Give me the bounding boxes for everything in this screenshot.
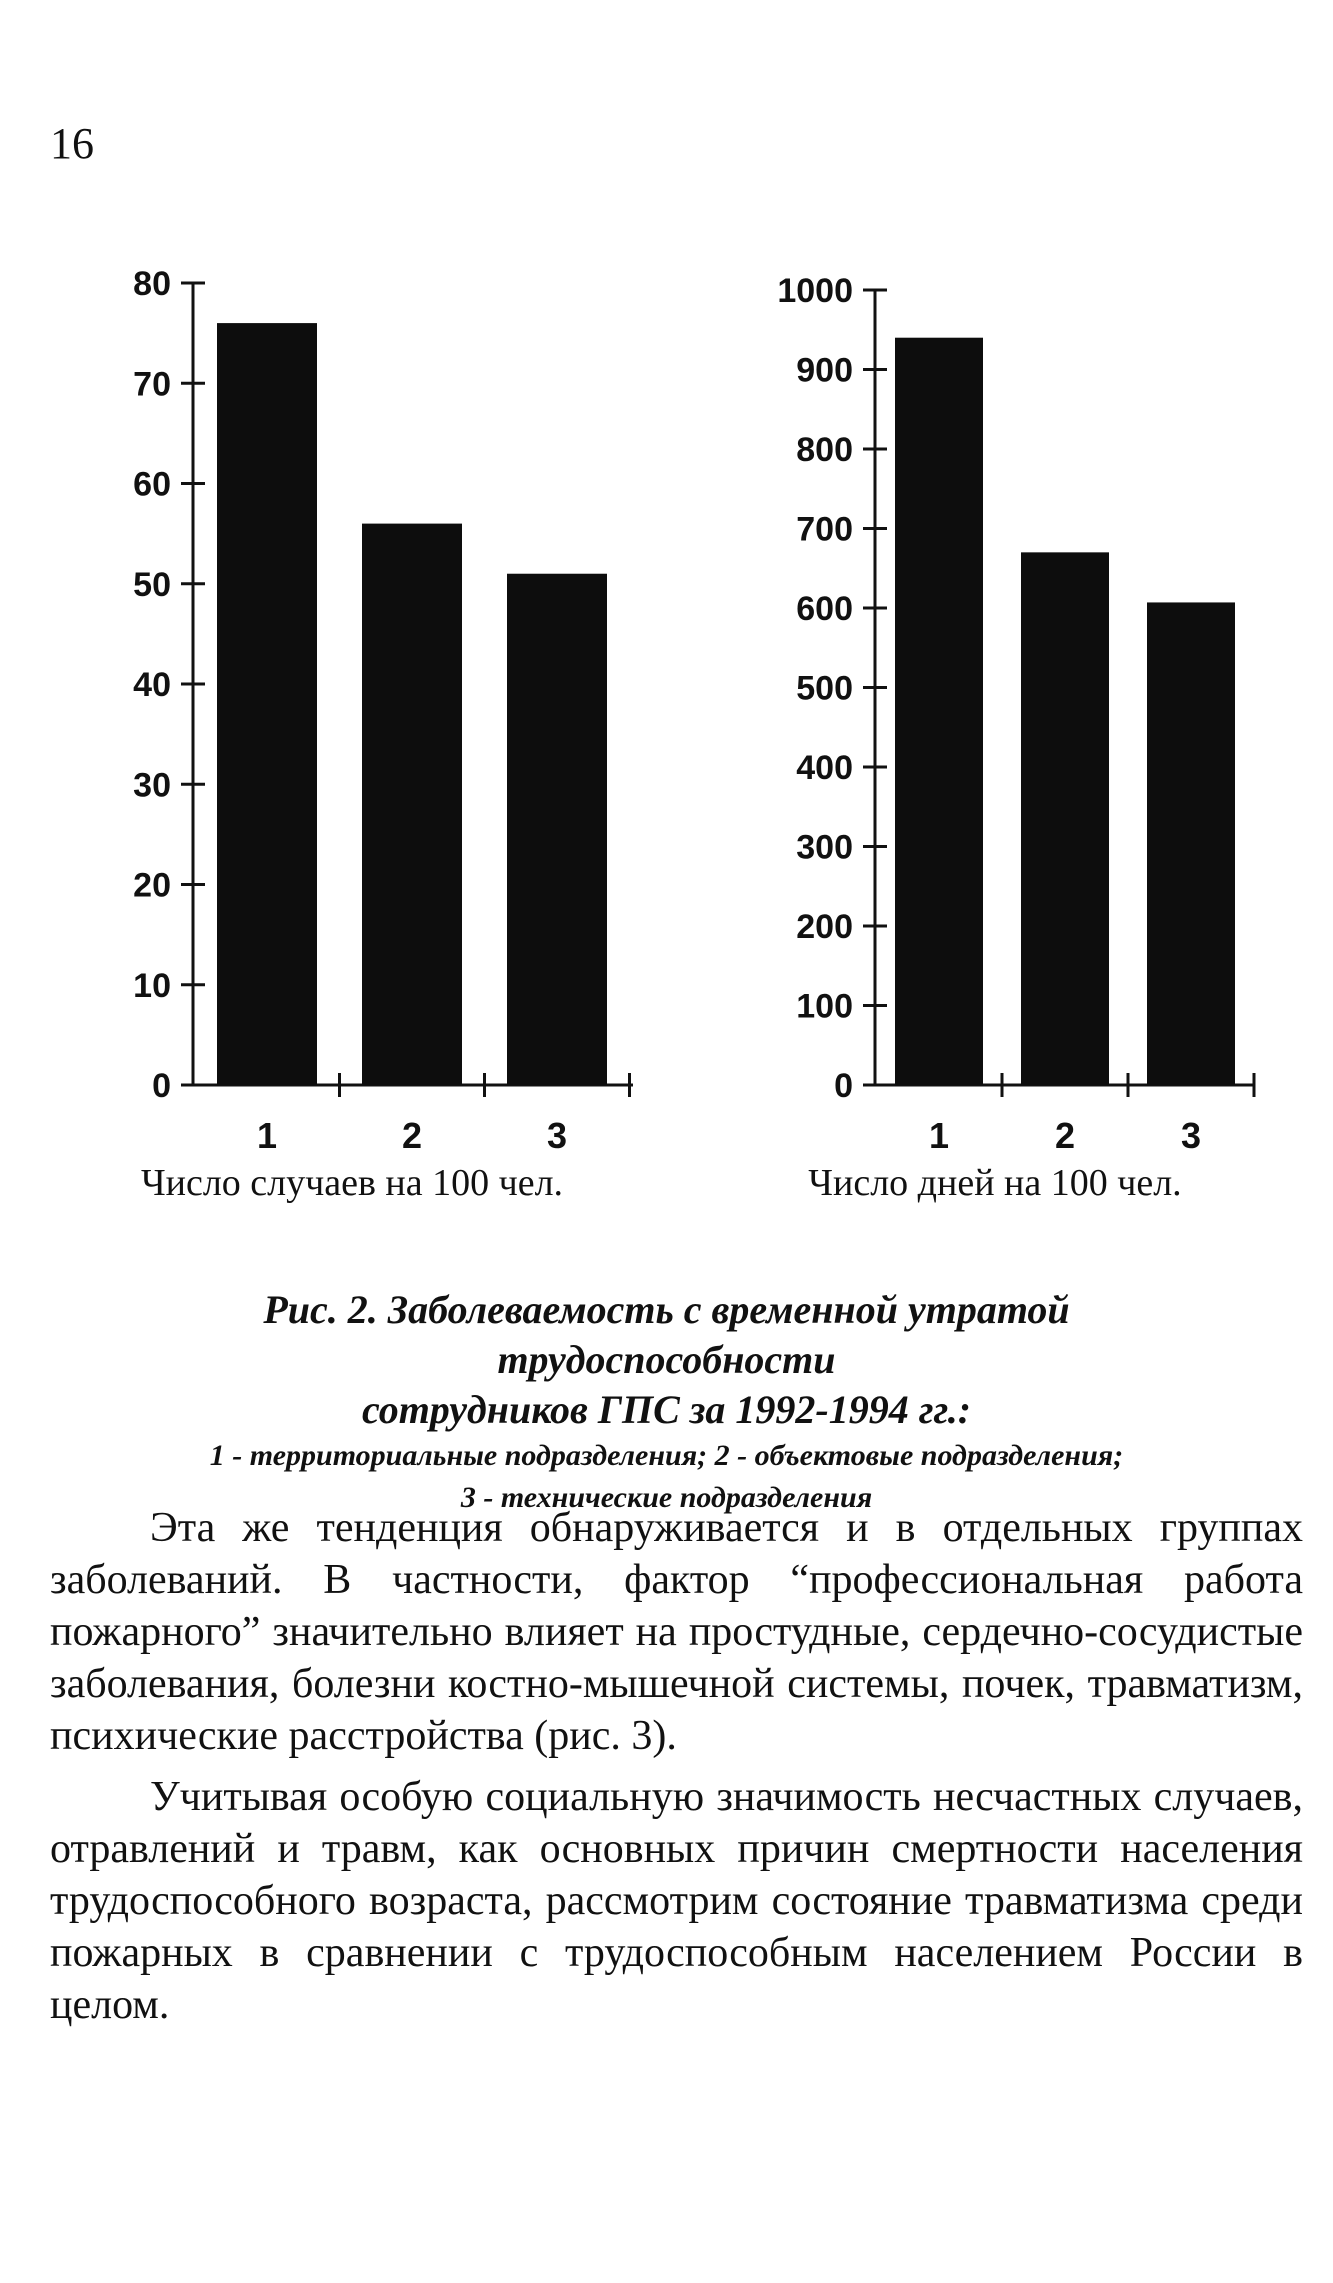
- caption-title-line2: сотрудников ГПС за 1992-1994 гг.:: [361, 1387, 972, 1432]
- y-tick-label: 50: [133, 565, 171, 604]
- x-category-label: 1: [256, 1115, 278, 1156]
- chart-cases-per-100: [133, 265, 633, 1204]
- page-number: 16: [50, 119, 94, 168]
- x-category-label: 3: [546, 1115, 568, 1156]
- y-tick-label: 900: [796, 351, 853, 390]
- bar: [362, 524, 462, 1085]
- caption-title-line1: Рис. 2. Заболеваемость с временной утратой трудоспособности: [263, 1287, 1070, 1382]
- y-tick-label: 30: [133, 766, 171, 805]
- x-category-label: 2: [1054, 1115, 1076, 1156]
- y-tick-label: 60: [133, 465, 171, 504]
- bar: [507, 574, 607, 1085]
- x-category-label: 3: [1180, 1115, 1202, 1156]
- y-tick-label: 600: [796, 590, 853, 628]
- y-tick-label: 800: [796, 431, 853, 469]
- y-tick-label: 500: [796, 669, 853, 708]
- y-tick-label: 100: [796, 987, 853, 1026]
- y-tick-label: 0: [152, 1067, 171, 1105]
- y-tick-label: 70: [133, 365, 171, 404]
- bar: [895, 338, 983, 1085]
- caption-legend-line1: 1 - территориальные подразделения; 2 - объектовые подразделения;: [209, 1439, 1124, 1472]
- bar: [217, 323, 317, 1085]
- paragraph: Учитывая особую социальную значимость несчастных случаев, отравлений и травм, как основных причин смертности населения трудоспособного возраста, рассмотрим состояние травматизма среди пожарных в сравнении с трудоспособным населением России в целом.: [50, 1774, 1303, 2028]
- paragraph: Эта же тенденция обнаруживается и в отдельных группах заболеваний. В частности, фактор “профессиональная работа пожарного” значительно влияет на простудные, сердечно-сосудистые заболевания, болезни костно-мышечной системы, почек, травматизм, психические расстройства (рис. 3).: [50, 1505, 1303, 1759]
- y-tick-label: 1000: [777, 272, 853, 310]
- y-tick-label: 40: [133, 666, 171, 704]
- body-text: [50, 1502, 1303, 2040]
- x-category-label: 1: [928, 1115, 950, 1156]
- x-category-label: 2: [401, 1115, 423, 1156]
- y-tick-label: 20: [133, 866, 171, 905]
- y-tick-label: 0: [834, 1067, 853, 1105]
- caption-legend-line2: 3 - технические подразделения: [460, 1481, 873, 1514]
- bar: [1147, 602, 1235, 1085]
- x-axis-title: Число дней на 100 чел.: [808, 1162, 1182, 1204]
- y-tick-label: 10: [133, 966, 171, 1005]
- chart-days-per-100: [777, 272, 1255, 1204]
- bar: [1021, 552, 1109, 1085]
- y-tick-label: 200: [796, 908, 853, 946]
- y-tick-label: 80: [133, 265, 171, 303]
- y-tick-label: 400: [796, 749, 853, 787]
- x-axis-title: Число случаев на 100 чел.: [140, 1162, 564, 1204]
- y-tick-label: 700: [796, 510, 853, 549]
- figure-caption: [100, 1285, 1233, 1519]
- y-tick-label: 300: [796, 828, 853, 867]
